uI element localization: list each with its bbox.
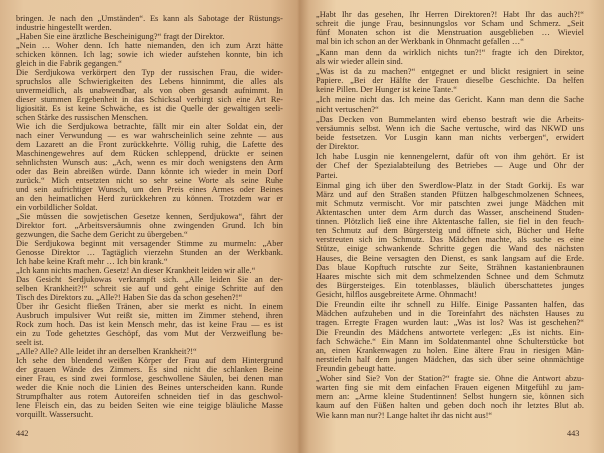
text-line: an den heimatlichen Herd zurückkehren zu können. Trotzdem war er bbox=[16, 194, 283, 203]
text-line: schen Stärke des russischen Menschen. bbox=[16, 113, 149, 122]
text-line: Stütze, einige schwankende Schritte gegen die Wand des nächsten bbox=[316, 244, 584, 254]
text-line: „Woher sind Sie? Von der Station?“ fragte sie. Ohne die Antwort abzu- bbox=[316, 374, 584, 384]
text-line: der grauen Wände des Zimmers. Es sind nicht die schlanken Beine bbox=[16, 365, 283, 374]
text-line: schicken können. Ich lag; sowie ich wieder aufstehen konnte, bin ich bbox=[16, 50, 283, 59]
text-line: beide festsetzen. Vor Lusgin kann man nichts verbergen“, erwidert bbox=[316, 132, 584, 142]
text-line: Die Serdjukowa beginnt mit versagender Stimme zu murmeln: „Aber bbox=[16, 239, 283, 248]
text-line: versäumnis selbst. Wenn ich die Sache vertusche, wird das NKWD uns bbox=[316, 123, 584, 133]
text-line: der Direktor. bbox=[316, 142, 360, 152]
text-line: „Ich meine nicht das. Ich meine das Gericht. Kann man denn die Sache bbox=[316, 95, 584, 105]
page-number: 442 bbox=[16, 429, 29, 438]
text-line: gezwungen, die Sache dem Gericht zu übergeben.“ bbox=[16, 230, 188, 239]
text-line: ligiosität. Es ist keine Schwäche, es ist die Quelle der gewaltigen seeli- bbox=[16, 104, 283, 113]
text-line: Ich habe keine Kraft mehr … Ich bin krank.“ bbox=[16, 257, 168, 266]
text-line: Ausbruch impulsiver Wut reißt sie, mitten im Zimmer stehend, ihren bbox=[16, 311, 283, 320]
text-line: „Sie müssen die sowjetischen Gesetze kennen, Serdjukowa“, fährt der bbox=[16, 212, 283, 221]
text-line: Strumpfhalter aus rotem Autoreifen schneiden tief in das geschwol- bbox=[16, 392, 283, 401]
text-line: „Was ist da zu machen?“ entgegnet er und blickt resigniert in seine bbox=[316, 66, 584, 76]
text-line: Mädchen aufzuheben und in die Toreinfahrt des nächsten Hauses zu bbox=[316, 309, 584, 319]
text-line: schreit die junge Frau, besinnungslos vor Scham und Schmerz. „Seit bbox=[316, 19, 584, 29]
text-line: Aktentaschen unter dem Arm durch das Wasser, anscheinend Studen- bbox=[316, 208, 584, 218]
text-line: seelt ist. bbox=[16, 338, 44, 347]
text-line: Freundin gebeugt hatte. bbox=[316, 363, 396, 373]
text-line: unvermeidlich, als unabwendbar, als von oben gesandt aufnimmt. In bbox=[16, 86, 283, 95]
text-line: industrie hingestellt werden. bbox=[16, 23, 112, 32]
text-line: Die Serdjukowa verkörpert den Typ der russischen Frau, die wider- bbox=[16, 68, 283, 77]
text-line: Hauses, die Beine versagten den Dienst, es sank langsam auf die Erde. bbox=[316, 253, 584, 263]
text-line: „Das Decken von Bummelanten wird ebenso bestraft wie die Arbeits- bbox=[316, 114, 584, 124]
text-line: ein zu Tode gehetztes Geschöpf, das vom Mut der Verzweiflung be- bbox=[16, 329, 283, 338]
text-line: Das Gesicht Serdjukowas verkrampft sich. „Alle leiden Sie an der- bbox=[16, 275, 283, 284]
text-line: einer Frau, es sind zwei formlose, geschwollene Säulen, bei denen man bbox=[16, 374, 283, 383]
text-line: dem Lazarett an die Front zurückkehrte. Völlig ruhig, die Lafette des bbox=[16, 140, 283, 149]
text-line: des Bürgersteiges. Ein totenblasses, bläulich überschattetes junges bbox=[316, 280, 584, 290]
text-line: ein vorbildlicher Soldat. bbox=[16, 203, 98, 212]
text-line: März und auf den Straßen standen Pfützen halbgeschmolzenen Schnees, bbox=[316, 189, 584, 199]
text-line: Direktor fort. „Arbeitsversäumnis ohne zwingenden Grund. Ich bin bbox=[16, 221, 283, 230]
text-line: fünf Monaten schon ist die Menstruation ausgeblieben … Wieviel bbox=[316, 28, 584, 38]
text-line: Gesicht, hilflos ausgebreitete Arme. Ohnmacht! bbox=[316, 289, 477, 299]
text-line: mern an: „Arme kleine Studentinnen! Selbst hungern sie, können sich bbox=[316, 392, 584, 402]
text-line: Partei. bbox=[316, 170, 338, 180]
text-line: Genosse Direktor … Tagtäglich vierzehn Stunden an der Werkbank. bbox=[16, 248, 283, 257]
text-line: „Ich kann nichts machen. Gesetz! An dieser Krankheit leiden wir alle.“ bbox=[16, 266, 256, 275]
text-line: Rock zum hoch. Das ist kein Mensch mehr, das ist keine Frau — es ist bbox=[16, 320, 283, 329]
text-line: Maschinengewehres auf dem Rücken schleppend, drückte er seinen bbox=[16, 149, 283, 158]
text-line: fach Schwäche.“ Ein Mann im Soldatenmantel ohne Schulterstücke bot bbox=[316, 336, 584, 346]
text-line: mal bin ich schon an der Werkbank in Ohnmacht gefallen …“ bbox=[316, 37, 525, 47]
text-line: dieser stummen Ergebenheit in das Schicksal verbirgt sich eine Art Re- bbox=[16, 95, 283, 104]
text-line: Tisch des Direktors zu. „Alle?! Haben Sie das da schon gesehen?!“ bbox=[16, 293, 243, 302]
text-line: keine Pillen. Der Hunger ist keine Tante.“ bbox=[316, 85, 457, 95]
text-line: ten Schmutz auf dem Bürgersteig und öffnete sich, Bücher und Hefte bbox=[316, 226, 584, 236]
page-number: 443 bbox=[567, 429, 580, 438]
text-line: nicht vertuschen?“ bbox=[316, 104, 379, 114]
left-page bbox=[0, 0, 300, 453]
text-line: Ich sehe den blendend weißen Körper der Frau auf dem Hintergrund bbox=[16, 356, 283, 365]
text-line: oder das Bein abreißen würde. Dann könnte ich wieder in mein Dorf bbox=[16, 167, 283, 176]
text-line: lene Fleisch ein, das zu beiden Seiten wie eine teigige bläuliche Masse bbox=[16, 401, 283, 410]
text-line: selben Krankheit?!“ schreit sie auf und geht einige Schritte auf den bbox=[16, 284, 283, 293]
text-line: Das blaue Kopftuch rutschte zur Seite, Strähnen kastanienbraunen bbox=[316, 262, 584, 272]
text-line: Die Freundin eilte ihr schnell zu Hilfe. Einige Passanten halfen, das bbox=[316, 300, 584, 310]
page-body-text bbox=[16, 14, 283, 419]
text-line: „Nein … Woher denn. Ich hatte niemanden, den ich zum Arzt hätte bbox=[16, 41, 283, 50]
page-body-text bbox=[316, 10, 584, 420]
text-line: tragen. Erregte Fragen wurden laut: „Was ist los? Was ist geschehen?“ bbox=[316, 318, 584, 328]
text-line: gleich in die Fabrik gegangen.“ bbox=[16, 59, 122, 68]
text-line: an, einen Krankenwagen zu holen. Eine ältere Frau in riesigen Män- bbox=[316, 345, 584, 355]
text-line: Papiere. „Bei der Hälfte der Frauen dieselbe Geschichte. Da helfen bbox=[316, 76, 584, 86]
text-line: „Alle? Alle? Alle leidet ihr an derselben Krankheit?!“ bbox=[16, 347, 197, 356]
text-line: verstreuten sich im Schmutz. Das Mädchen machte, als suche es eine bbox=[316, 235, 584, 245]
text-line: spruchslos alle Schwierigkeiten des Lebens hinnimmt, die alles als bbox=[16, 77, 283, 86]
text-line: kaum auf den Füßen halten und geben doch noch ihr letztes Blut ab. bbox=[316, 401, 584, 411]
text-line: warten fing sie mit dem einfachen Frauen eigenen Mitgefühl zu jam- bbox=[316, 383, 584, 393]
text-line: Ich habe Lusgin nie kennengelernt, dafür oft von ihm gehört. Er ist bbox=[316, 152, 584, 162]
text-line: nach einer Verwundung — es war wahrscheinlich seine zehnte — aus bbox=[16, 131, 283, 140]
text-line: als wir wieder allein sind. bbox=[316, 56, 403, 66]
text-line: der Chef der Spezialabteilung des Betriebes — Auge und Ohr der bbox=[316, 161, 584, 171]
text-line: Über ihr Gesicht fließen Tränen, aber sie merkt es nicht. In einem bbox=[16, 302, 283, 311]
text-line: weder die Knie noch die Linien des Beines unterscheiden kann. Runde bbox=[16, 383, 283, 392]
text-line: sehnlichsten Wunsch aus: „Ach, wenn es mir doch wenigstens den Arm bbox=[16, 158, 283, 167]
text-line: Wie ich die Serdjukowa betrachte, fällt mir ein alter Soldat ein, der bbox=[16, 122, 283, 131]
text-line: mit Schmutz vermischt. Vor mir patschten zwei junge Mädchen mit bbox=[316, 199, 584, 208]
text-line: „Haben Sie eine ärztliche Bescheinigung?“ fragt der Direktor. bbox=[16, 32, 225, 41]
text-line: Haares mischte sich mit dem schmelzenden Schnee und dem Schmutz bbox=[316, 271, 584, 281]
text-line: Die Freundin des Mädchens antwortete verlegen: „Es ist nichts. Ein- bbox=[316, 327, 584, 337]
text-line: „Kann man denn da wirklich nichts tun?!“ fragte ich den Direktor, bbox=[316, 47, 584, 57]
right-page bbox=[300, 0, 604, 453]
text-line: und sein aufrichtiger Wunsch, um den Preis eines Armes oder Beines bbox=[16, 185, 283, 194]
text-line: vorquillt. Wassersucht. bbox=[16, 410, 94, 419]
text-line: bringen. Je nach den „Umständen“. Es kann als Sabotage der Rüstungs- bbox=[16, 14, 283, 23]
text-line: tinnen. Plötzlich ließ eine ihre Aktentasche fallen, sie fiel in den feuch- bbox=[316, 217, 584, 227]
text-line: Wie kann man nur?! Lange haltet ihr das nicht aus!“ bbox=[316, 410, 493, 420]
text-line: zurück.“ Mich entsetzten nicht so sehr seine Worte als seine Ruhe bbox=[16, 176, 283, 185]
text-line: Einmal ging ich über den Swerdlow-Platz in der Stadt Gorkij. Es war bbox=[316, 180, 584, 190]
text-line: „Habt Ihr das gesehen, Ihr Herren Direktoren?! Habt Ihr das auch?!“ bbox=[316, 10, 584, 19]
text-line: nerstiefeln half dem jungen Mädchen, das sich über seine ohnmächtige bbox=[316, 354, 584, 364]
